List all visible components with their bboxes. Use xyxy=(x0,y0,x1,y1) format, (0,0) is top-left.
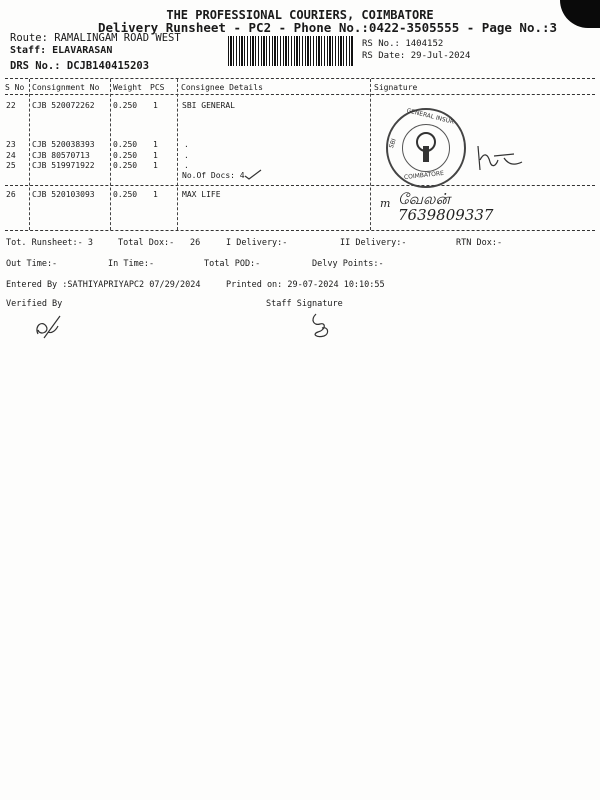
printed-on: Printed on: 29-07-2024 10:10:55 xyxy=(226,280,385,290)
column-divider xyxy=(370,79,371,230)
total-dox-label: Total Dox:- xyxy=(118,238,175,248)
receiver-signature xyxy=(474,140,526,176)
col-header-sno: S No xyxy=(5,83,25,92)
column-divider xyxy=(110,79,111,230)
handwritten-name: வேலன் xyxy=(398,190,451,208)
row-consignment: CJB 520072262 xyxy=(32,101,95,110)
drs-number: DRS No.: DCJB140415203 xyxy=(10,60,150,72)
delvy-points: Delvy Points:- xyxy=(312,259,384,269)
tot-runsheet: Tot. Runsheet:- 3 xyxy=(6,238,93,248)
row-divider xyxy=(5,185,595,186)
docs-count-note: No.Of Docs: 4 xyxy=(182,171,245,180)
ii-delivery: II Delivery:- xyxy=(340,238,407,248)
in-time: In Time:- xyxy=(108,259,155,269)
row-details: . xyxy=(184,161,189,170)
row-weight: 0.250 xyxy=(113,161,138,170)
row-details: MAX LIFE xyxy=(182,190,221,199)
company-title: THE PROFESSIONAL COURIERS, COIMBATORE xyxy=(166,8,434,22)
row-pcs: 1 xyxy=(153,161,158,170)
col-header-signature: Signature xyxy=(374,83,418,92)
handwritten-prefix: m xyxy=(380,197,391,210)
rs-number: RS No.: 1404152 xyxy=(362,39,444,49)
row-sno: 23 xyxy=(6,140,16,149)
row-weight: 0.250 xyxy=(113,151,138,160)
keyhole-icon xyxy=(414,132,438,164)
handwritten-phone: 7639809337 xyxy=(398,206,494,224)
row-pcs: 1 xyxy=(153,190,158,199)
staff-signature-label: Staff Signature xyxy=(266,299,343,309)
row-weight: 0.250 xyxy=(113,101,138,110)
row-sno: 22 xyxy=(6,101,16,110)
row-consignment: CJB 520103093 xyxy=(32,190,95,199)
row-details: . xyxy=(184,151,189,160)
stamp-text-left: SBI xyxy=(387,137,398,150)
route-label: Route: RAMALINGAM ROAD WEST xyxy=(10,32,181,44)
row-consignment: CJB 519971922 xyxy=(32,161,95,170)
barcode-image xyxy=(228,36,354,66)
row-details: . xyxy=(184,140,189,149)
i-delivery: I Delivery:- xyxy=(226,238,288,248)
row-weight: 0.250 xyxy=(113,190,138,199)
col-header-pcs: PCS xyxy=(150,83,165,92)
stamp-text-top: GENERAL INSUR xyxy=(405,107,455,126)
row-consignment: CJB 80570713 xyxy=(32,151,90,160)
row-sno: 26 xyxy=(6,190,16,199)
row-sno: 24 xyxy=(6,151,16,160)
total-dox-value: 26 xyxy=(190,238,201,248)
company-stamp xyxy=(386,108,466,188)
entered-by: Entered By :SATHIYAPRIYAPC2 07/29/2024 xyxy=(6,280,201,290)
table-header-rule xyxy=(5,94,595,95)
tick-mark-icon xyxy=(244,168,262,180)
staff-label: Staff: ELAVARASAN xyxy=(10,45,113,56)
col-header-consignment: Consignment No xyxy=(32,83,100,92)
stamp-text-bottom: COIMBATORE xyxy=(403,169,445,182)
col-header-consignee: Consignee Details xyxy=(181,83,263,92)
table-top-rule xyxy=(5,78,595,79)
row-weight: 0.250 xyxy=(113,140,138,149)
staff-signature-mark xyxy=(308,310,336,340)
out-time: Out Time:- xyxy=(6,259,58,269)
column-divider xyxy=(29,79,30,230)
row-pcs: 1 xyxy=(153,151,158,160)
row-details: SBI GENERAL xyxy=(182,101,235,110)
verifier-signature xyxy=(30,312,66,342)
row-pcs: 1 xyxy=(153,101,158,110)
column-divider xyxy=(177,79,178,230)
row-sno: 25 xyxy=(6,161,16,170)
rs-date: RS Date: 29-Jul-2024 xyxy=(362,51,471,61)
total-pod: Total POD:- xyxy=(204,259,261,269)
verified-by-label: Verified By xyxy=(6,299,63,309)
table-bottom-rule xyxy=(5,230,595,231)
runsheet-title: Delivery Runsheet - PC2 - Phone No.:0422-3505555 - Page No.:3 xyxy=(98,20,558,35)
row-consignment: CJB 520038393 xyxy=(32,140,95,149)
rtn-dox: RTN Dox:- xyxy=(456,238,503,248)
col-header-weight: Weight xyxy=(113,83,142,92)
row-pcs: 1 xyxy=(153,140,158,149)
